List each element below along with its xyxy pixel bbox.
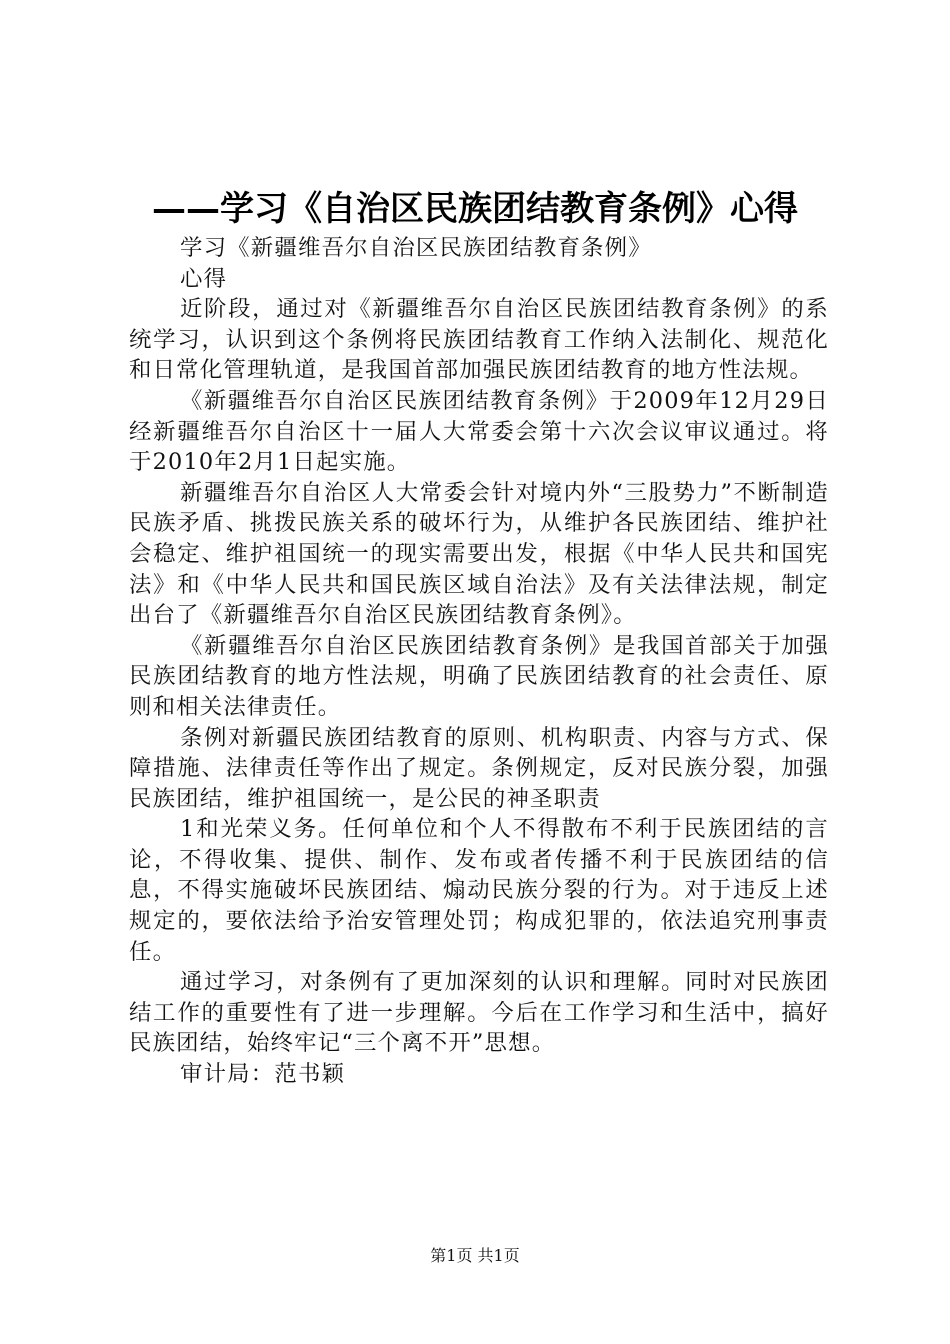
author-signature: 审计局：范书颖 — [180, 1061, 346, 1088]
document-title: ——学习《自治区民族团结教育条例》心得 — [152, 189, 798, 229]
paragraph: 《新疆维吾尔自治区民族团结教育条例》是我国首部关于加强民族团结教育的地方性法规，明确了民族团结教育的社会责任、原则和相关法律责任。 — [129, 632, 829, 720]
paragraph: 新疆维吾尔自治区人大常委会针对境内外“三股势力”不断制造民族矛盾、挑拨民族关系的破坏行为，从维护各民族团结、维护社会稳定、维护祖国统一的现实需要出发，根据《中华人民共和国宪法》和《中华人民共和国民族区域自治法》及有关法律法规，制定出台了《新疆维吾尔自治区民族团结教育条例》。 — [129, 479, 829, 629]
paragraph: 近阶段，通过对《新疆维吾尔自治区民族团结教育条例》的系统学习，认识到这个条例将民族团结教育工作纳入法制化、规范化和日常化管理轨道，是我国首部加强民族团结教育的地方性法规。 — [129, 296, 829, 384]
document-body — [129, 233, 829, 1090]
paragraph: 通过学习，对条例有了更加深刻的认识和理解。同时对民族团结工作的重要性有了进一步理解。今后在工作学习和生活中，搞好民族团结，始终牢记“三个离不开”思想。 — [129, 969, 829, 1057]
paragraph: 《新疆维吾尔自治区民族团结教育条例》于2009年12月29日经新疆维吾尔自治区十一届人大常委会第十六次会议审议通过。将于2010年2月1日起实施。 — [129, 387, 829, 476]
paragraph: 1和光荣义务。任何单位和个人不得散布不利于民族团结的言论，不得收集、提供、制作、发布或者传播不利于民族团结的信息，不得实施破坏民族团结、煽动民族分裂的行为。对于违反上述规定的，要依法给予治安管理处罚；构成犯罪的，依法追究刑事责任。 — [129, 816, 829, 965]
paragraph: 条例对新疆民族团结教育的原则、机构职责、内容与方式、保障措施、法律责任等作出了规定。条例规定，反对民族分裂，加强民族团结，维护祖国统一，是公民的神圣职责 — [129, 724, 829, 812]
paragraph: 心得 — [180, 265, 228, 292]
page-number-footer: 第1页 共1页 — [430, 1246, 520, 1265]
paragraph: 学习《新疆维吾尔自治区民族团结教育条例》 — [180, 235, 652, 261]
